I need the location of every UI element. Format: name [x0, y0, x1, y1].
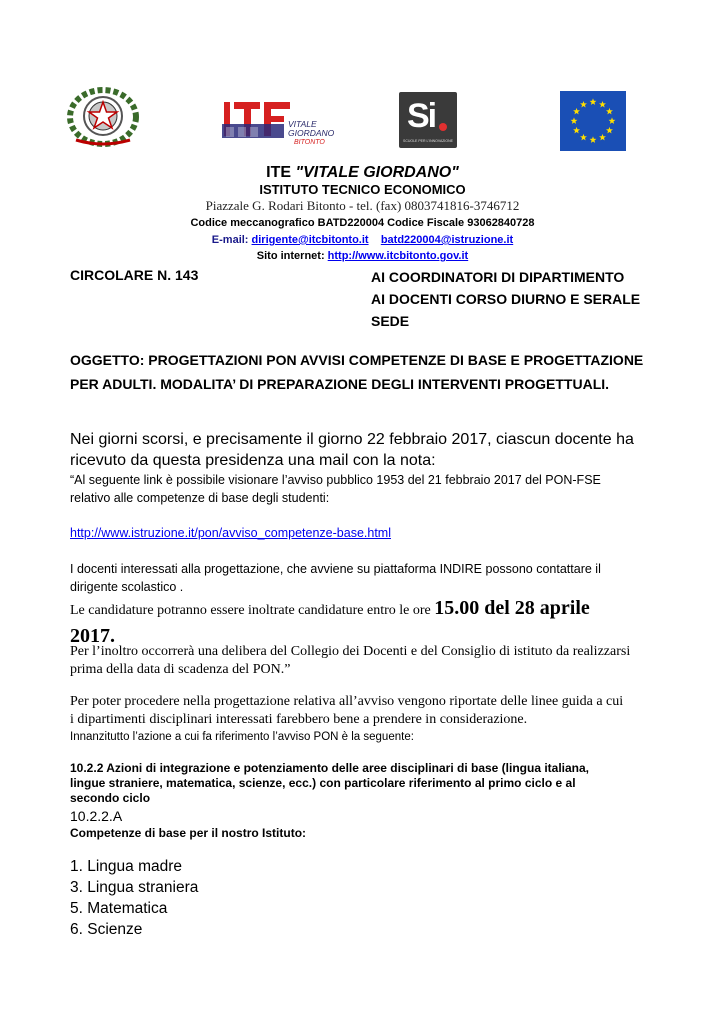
ite-logo-line3: BITONTO	[294, 139, 325, 146]
competences-link[interactable]: http://www.istruzione.it/pon/avviso_competenze-base.html	[70, 526, 391, 540]
si-logo-letters: Si	[407, 97, 436, 135]
school-name	[0, 163, 725, 183]
guidelines-line-2: i dipartimenti disciplinari interessati farebbero bene a prendere in considerazione.	[70, 712, 528, 727]
deadline-text: Le candidature potranno essere inoltrate candidature entro le ore	[70, 603, 435, 618]
subject	[70, 348, 643, 396]
interest-line-1: I docenti interessati alla progettazione, che avviene su piattaforma INDIRE possono contattare il	[70, 562, 601, 576]
competences-list	[70, 856, 198, 940]
email-link-dirigente[interactable]: dirigente@itcbitonto.it	[251, 234, 369, 246]
interest-paragraph	[70, 560, 601, 596]
list-item: 6. Scienze	[70, 921, 143, 938]
list-item: 1. Lingua madre	[70, 858, 183, 875]
eu-flag	[560, 91, 626, 151]
recipient-teachers: AI DOCENTI CORSO DIURNO E SERALE	[371, 291, 641, 307]
intro-line-1: Nei giorni scorsi, e precisamente il giorno 22 febbraio 2017, ciascun docente ha	[70, 431, 634, 448]
school-email	[0, 233, 725, 247]
list-item: 3. Lingua straniera	[70, 879, 199, 896]
competences-title: Competenze di base per il nostro Istituto:	[70, 826, 307, 840]
italian-republic-emblem	[66, 86, 140, 148]
ite-logo-line2: GIORDANO	[288, 128, 335, 138]
action-line-1: 10.2.2 Azioni di integrazione e potenziamento delle aree disciplinari di base (lingua italiana,	[70, 761, 590, 775]
intro-paragraph	[70, 429, 634, 471]
si-logo	[399, 92, 457, 148]
action-code: 10.2.2.A	[70, 808, 123, 824]
email-link-istruzione[interactable]: batd220004@istruzione.it	[380, 234, 514, 246]
school-name-quoted: "VITALE GIORDANO"	[295, 164, 459, 181]
deadline-time: 15.00 del 28 aprile	[434, 597, 590, 619]
subject-line-1: OGGETTO: PROGETTAZIONI PON AVVISI COMPETENZE DI BASE E PROGETTAZIONE	[70, 352, 644, 368]
recipient-seat: SEDE	[371, 313, 410, 329]
school-website	[0, 249, 725, 263]
council-paragraph	[70, 643, 630, 679]
quote-line-2: relativo alle competenze di base degli studenti:	[70, 491, 330, 505]
deadline-year: 2017.	[70, 625, 115, 647]
si-logo-dot	[439, 123, 447, 131]
interest-line-2: dirigente scolastico .	[70, 580, 184, 594]
recipient-coordinators: AI COORDINATORI DI DIPARTIMENTO	[371, 269, 625, 285]
list-item: 5. Matematica	[70, 900, 168, 917]
circular-number: CIRCOLARE N. 143	[70, 267, 199, 283]
guidelines-paragraph	[70, 693, 623, 729]
intro-line-2: ricevuto da questa presidenza una mail con la nota:	[70, 452, 436, 469]
action-line-2: lingue straniere, matematica, scienze, ecc.) con particolare riferimento al primo ciclo e al	[70, 776, 576, 790]
email-label: E-mail:	[211, 234, 252, 246]
quote-line-1: “Al seguente link è possibile visionare l’avviso pubblico 1953 del 21 febbraio 2017 del PON-FSE	[70, 473, 601, 487]
school-name-prefix: ITE	[266, 164, 296, 181]
website-link[interactable]: http://www.itcbitonto.gov.it	[327, 250, 469, 262]
website-label: Sito internet:	[256, 250, 328, 262]
quoted-note	[70, 471, 601, 507]
deadline-paragraph	[70, 596, 690, 649]
subject-line-2: PER ADULTI. MODALITA’ DI PREPARAZIONE DEGLI INTERVENTI PROGETTUALI.	[70, 376, 610, 392]
council-line-1: Per l’inoltro occorrerà una delibera del Collegio dei Docenti e del Consiglio di istituto da realizzarsi	[70, 644, 631, 659]
ite-logo	[222, 96, 340, 154]
ite-logo-line1: VITALE	[288, 119, 317, 129]
guidelines-line-1: Per poter procedere nella progettazione relativa all’avviso vengono riportate delle linee guida a cui	[70, 694, 624, 709]
recipients	[371, 266, 640, 332]
school-codes: Codice meccanografico BATD220004 Codice Fiscale 93062840728	[190, 217, 535, 229]
action-intro: Innanzitutto l’azione a cui fa riferimento l’avviso PON è la seguente:	[70, 731, 414, 743]
school-type: ISTITUTO TECNICO ECONOMICO	[259, 182, 466, 197]
action-line-3: secondo ciclo	[70, 791, 151, 805]
school-address: Piazzale G. Rodari Bitonto - tel. (fax) 0803741816-3746712	[205, 198, 520, 213]
si-logo-caption: SCUOLE PER L'INNOVAZIONE	[402, 139, 453, 143]
action-description	[70, 761, 589, 806]
council-line-2: prima della data di scadenza del PON.”	[70, 662, 291, 677]
